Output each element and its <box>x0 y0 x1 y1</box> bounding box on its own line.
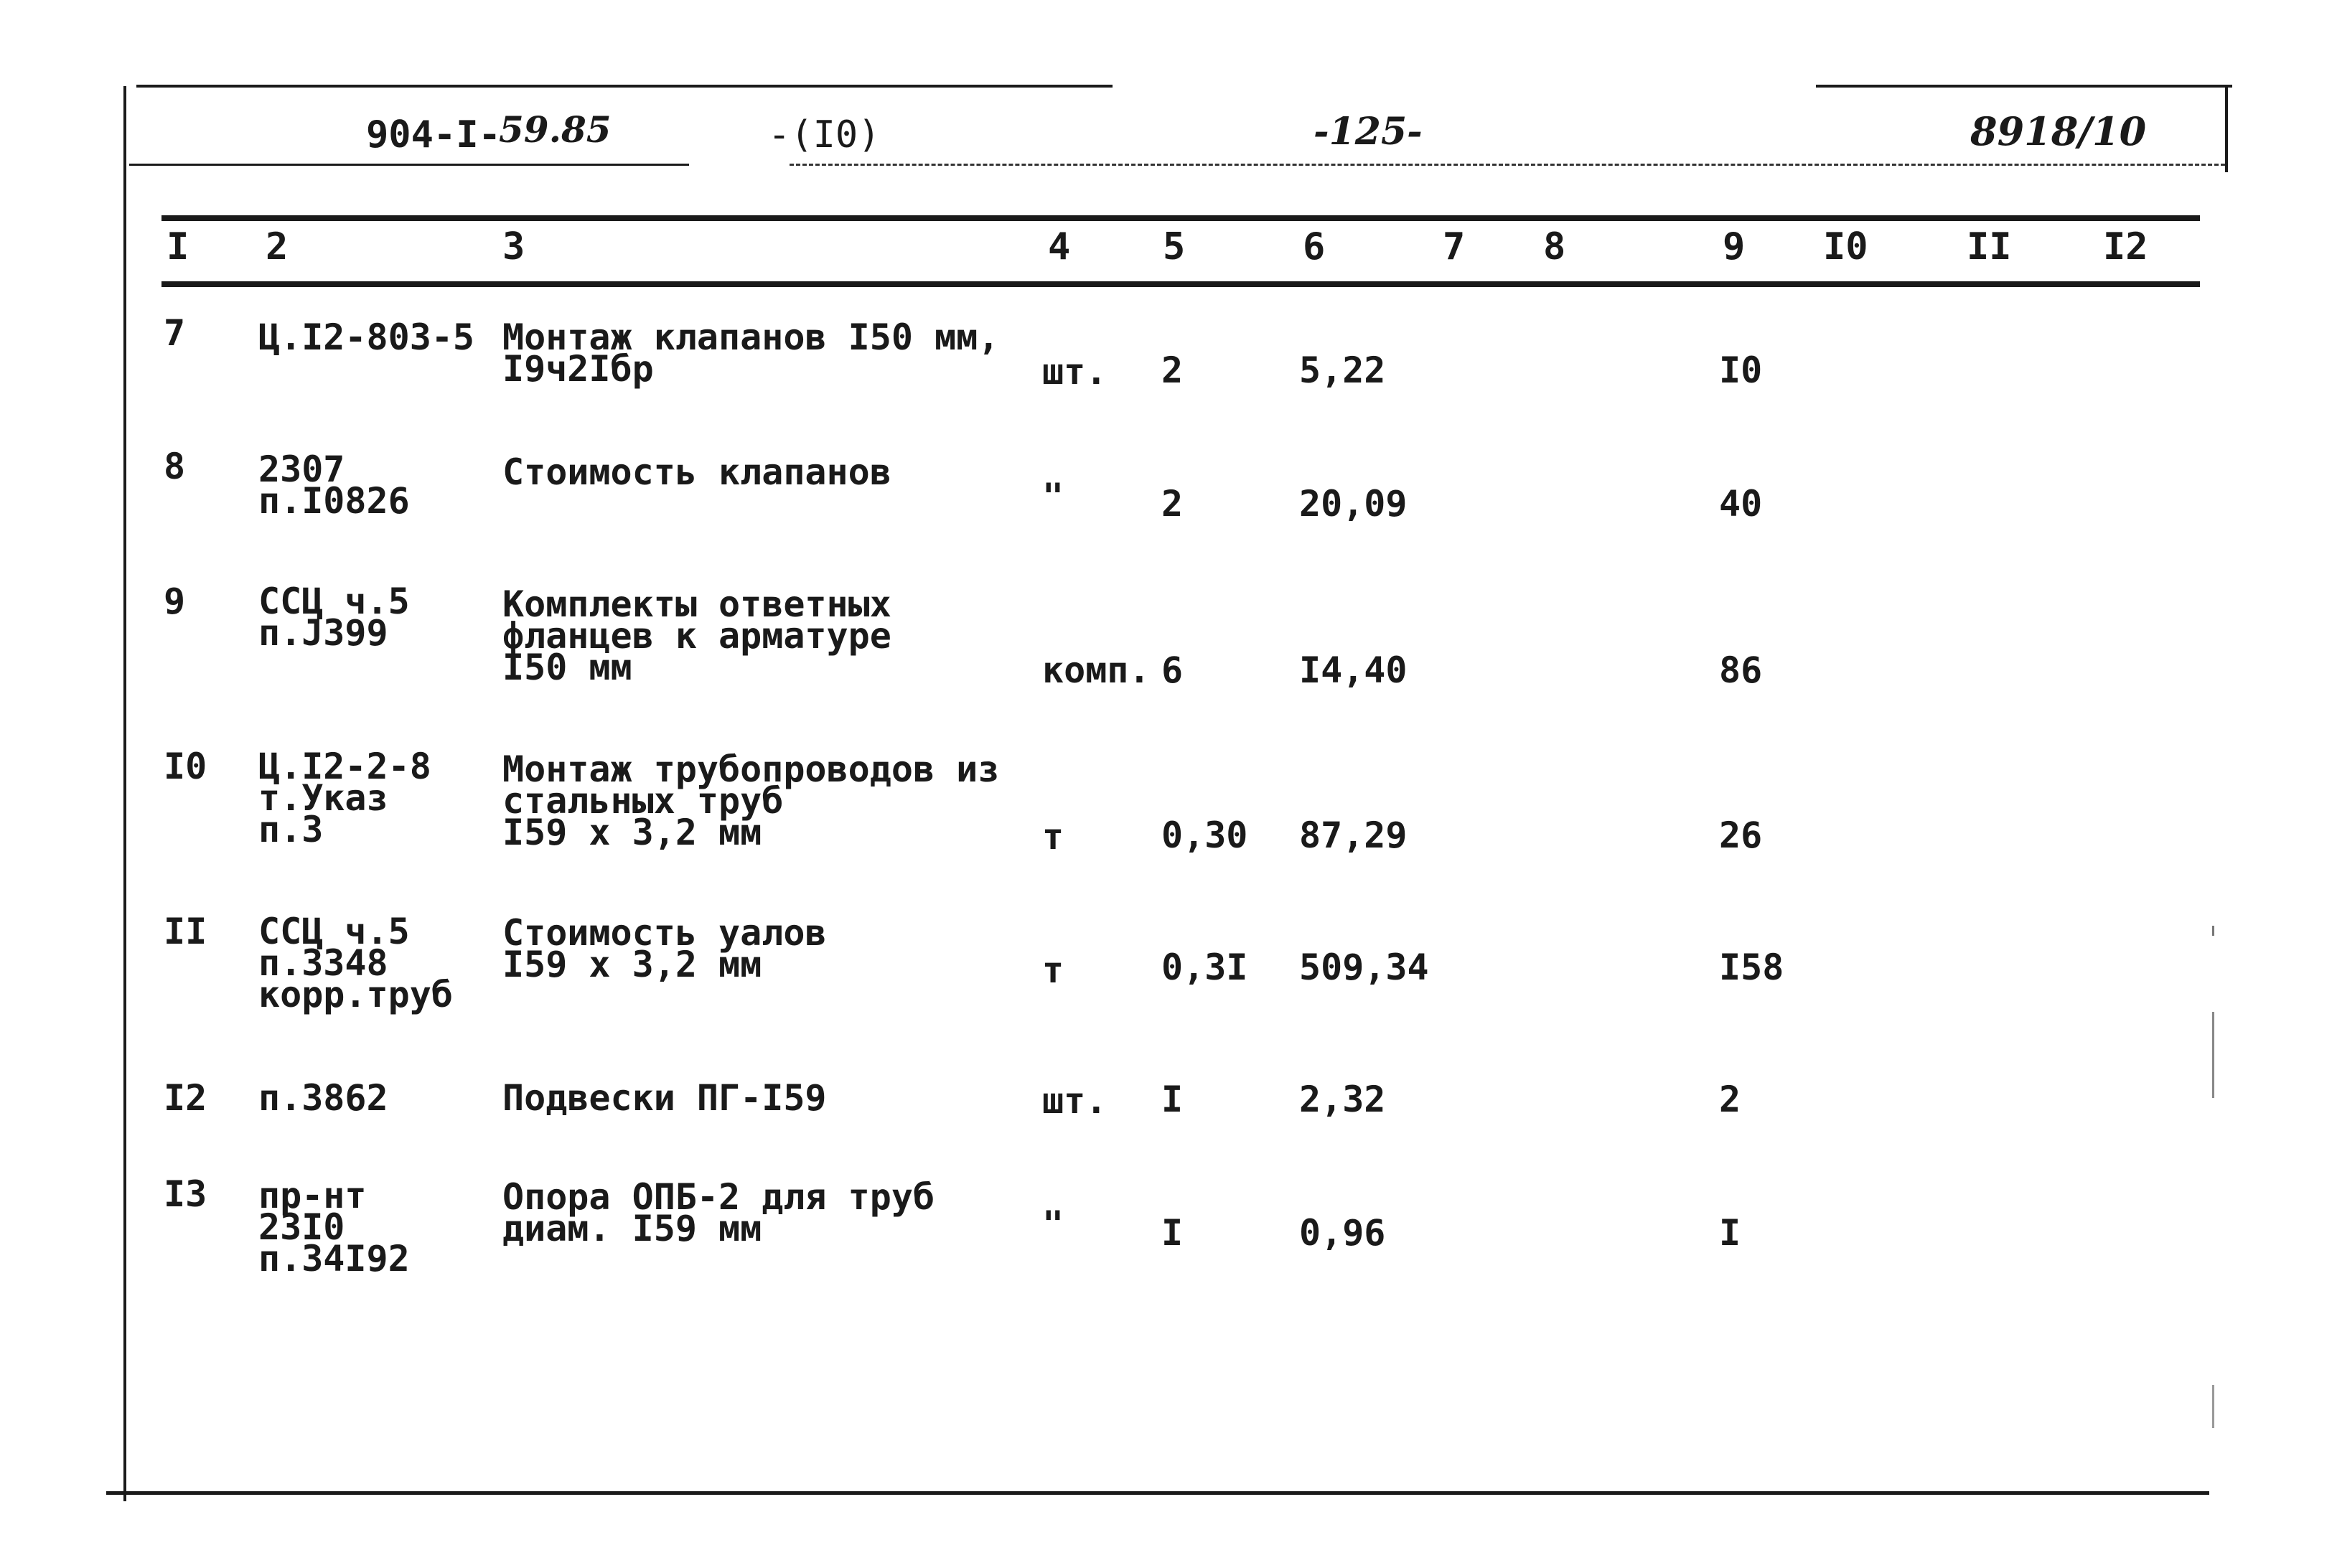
header-underline-left <box>129 164 689 166</box>
row-total: 26 <box>1719 814 1763 856</box>
row-description: Опора ОПБ-2 для труб диам. I59 мм <box>502 1176 935 1249</box>
col-header-8: 8 <box>1543 225 1566 268</box>
table-top-rule <box>161 215 2200 221</box>
scan-mark <box>2212 1385 2214 1428</box>
right-border <box>2225 86 2228 172</box>
row-description: Комплекты ответных фланцев к арматуре I50 мм <box>502 583 891 688</box>
row-price: 0,96 <box>1299 1212 1386 1254</box>
col-header-6: 6 <box>1303 225 1326 268</box>
col-header-2: 2 <box>266 225 289 268</box>
table-header-rule <box>161 281 2200 287</box>
row-total: 40 <box>1719 483 1763 525</box>
col-header-7: 7 <box>1443 225 1466 268</box>
col-header-1: I <box>167 225 189 268</box>
row-quantity: 2 <box>1161 483 1184 525</box>
row-quantity: 0,3I <box>1161 947 1248 988</box>
row-code: 2307 п.I0826 <box>258 449 410 522</box>
col-header-4: 4 <box>1048 225 1071 268</box>
header-underline-dashed <box>790 164 2225 166</box>
row-total: 2 <box>1719 1079 1741 1120</box>
row-price: 509,34 <box>1299 947 1429 988</box>
top-border-left <box>136 85 1113 88</box>
row-description: Монтаж трубопроводов из стальных труб I59 x 3,2 мм <box>502 748 1000 853</box>
row-unit: шт. <box>1042 1080 1108 1122</box>
row-total: I0 <box>1719 349 1763 391</box>
page-number: -125- <box>1313 110 1423 154</box>
row-number: 9 <box>164 581 186 622</box>
top-border-right <box>1816 85 2232 88</box>
row-price: 2,32 <box>1299 1079 1386 1120</box>
bottom-border <box>106 1491 2209 1495</box>
sheet-number: 8918/10 <box>1970 108 2147 154</box>
col-header-12: I2 <box>2103 225 2148 268</box>
row-unit: комп. <box>1042 649 1151 691</box>
row-description: Стоимость уалов I59 x 3,2 мм <box>502 912 827 985</box>
col-header-9: 9 <box>1723 225 1746 268</box>
col-header-11: II <box>1967 225 2012 268</box>
row-quantity: I <box>1161 1212 1184 1254</box>
col-header-3: 3 <box>502 225 525 268</box>
row-quantity: 0,30 <box>1161 814 1248 856</box>
row-code: ССЦ ч.5 п.J399 <box>258 581 410 654</box>
row-unit: шт. <box>1042 351 1108 393</box>
row-price: 20,09 <box>1299 483 1408 525</box>
row-total: I <box>1719 1212 1741 1254</box>
scan-mark <box>2212 926 2214 936</box>
row-code: Ц.I2-803-5 <box>258 316 475 358</box>
row-description: Стоимость клапанов <box>502 451 891 493</box>
row-price: I4,40 <box>1299 649 1408 691</box>
row-total: 86 <box>1719 649 1763 691</box>
row-quantity: 6 <box>1161 649 1184 691</box>
row-number: II <box>164 911 207 952</box>
row-unit: " <box>1042 1203 1064 1245</box>
row-code: п.3862 <box>258 1077 388 1119</box>
row-code: Ц.I2-2-8 т.Указ п.3 <box>258 746 431 850</box>
row-description: Монтаж клапанов I50 мм, I9ч2Iбр <box>502 316 1000 390</box>
scan-mark <box>2212 1012 2214 1098</box>
row-number: I2 <box>164 1077 207 1119</box>
doc-series: 59.85 <box>499 108 612 151</box>
col-header-5: 5 <box>1163 225 1186 268</box>
row-total: I58 <box>1719 947 1784 988</box>
volume-label: -(I0) <box>768 113 881 156</box>
row-price: 5,22 <box>1299 349 1386 391</box>
row-unit: т <box>1042 816 1064 858</box>
row-number: 7 <box>164 312 186 354</box>
row-unit: " <box>1042 476 1064 517</box>
row-quantity: I <box>1161 1079 1184 1120</box>
row-code: пр-нт 23I0 п.34I92 <box>258 1175 410 1280</box>
left-border <box>123 86 126 1501</box>
row-code: ССЦ ч.5 п.3348 корр.труб <box>258 911 453 1015</box>
row-number: I0 <box>164 746 207 787</box>
row-number: 8 <box>164 446 186 487</box>
row-number: I3 <box>164 1173 207 1215</box>
row-unit: т <box>1042 949 1064 991</box>
col-header-10: I0 <box>1823 225 1868 268</box>
row-price: 87,29 <box>1299 814 1408 856</box>
row-description: Подвески ПГ-I59 <box>502 1077 827 1119</box>
doc-prefix: 904-I- <box>366 113 501 156</box>
row-quantity: 2 <box>1161 349 1184 391</box>
